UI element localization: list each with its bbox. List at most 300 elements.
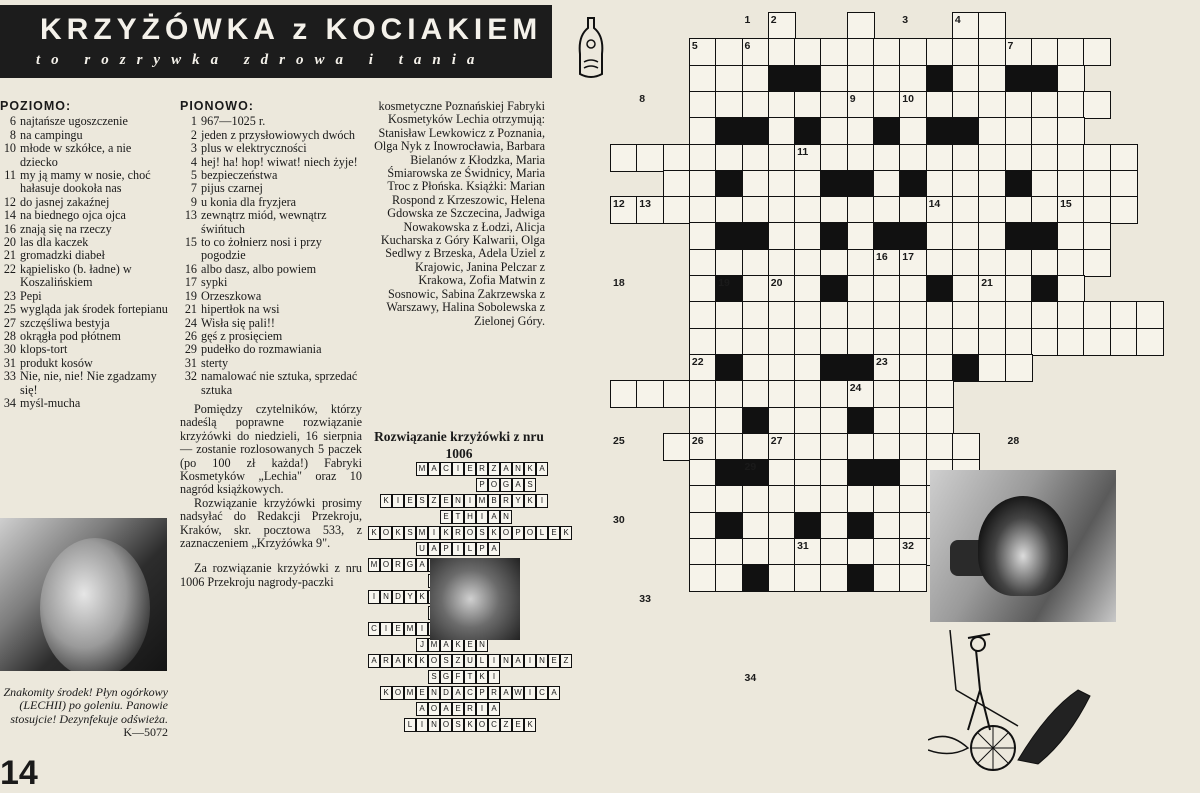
grid-cell[interactable] (899, 407, 927, 435)
solution-cell: N (512, 462, 524, 476)
grid-cell[interactable] (742, 512, 770, 540)
grid-cell[interactable] (899, 275, 927, 303)
solution-cell: O (488, 478, 500, 492)
grid-cell[interactable] (820, 91, 848, 119)
grid-clue-number: 28 (1007, 434, 1020, 447)
grid-cell[interactable] (952, 249, 980, 277)
grid-cell[interactable] (689, 564, 717, 592)
grid-clue-number: 30 (613, 513, 625, 526)
solution-cell: L (404, 718, 416, 732)
solution-cell: L (476, 654, 488, 668)
solution-cell: R (488, 686, 500, 700)
solution-cell: U (464, 654, 476, 668)
grid-cell[interactable] (820, 301, 848, 329)
grid-cell[interactable] (689, 196, 717, 224)
grid-cell[interactable] (1136, 301, 1164, 329)
grid-cell[interactable] (873, 407, 901, 435)
grid-cell[interactable] (978, 144, 1006, 172)
grid-cell[interactable] (926, 301, 954, 329)
grid-cell[interactable] (847, 38, 875, 66)
grid-cell[interactable] (1005, 328, 1033, 356)
grid-cell[interactable] (899, 117, 927, 145)
grid-cell[interactable] (742, 354, 770, 382)
grid-cell[interactable] (820, 459, 848, 487)
grid-cell[interactable] (715, 328, 743, 356)
grid-cell[interactable] (768, 459, 796, 487)
grid-cell[interactable] (1110, 328, 1138, 356)
solution-cell: E (404, 494, 416, 508)
solution-cell: K (524, 462, 536, 476)
grid-cell[interactable] (768, 538, 796, 566)
grid-cell[interactable] (794, 433, 822, 461)
grid-clue-number: 24 (849, 382, 862, 395)
grid-cell[interactable] (768, 117, 796, 145)
grid-cell[interactable] (820, 144, 848, 172)
grid-cell[interactable] (1083, 301, 1111, 329)
grid-cell[interactable] (1005, 301, 1033, 329)
grid-cell[interactable] (742, 275, 770, 303)
solution-cell: E (440, 494, 452, 508)
grid-cell[interactable] (794, 485, 822, 513)
grid-cell[interactable] (768, 38, 796, 66)
grid-cell[interactable] (715, 65, 743, 93)
grid-cell[interactable] (794, 91, 822, 119)
grid-cell[interactable] (952, 222, 980, 250)
clue-number: 24 (184, 315, 197, 330)
grid-clue-number: 4 (954, 14, 961, 26)
grid-cell[interactable] (899, 485, 927, 513)
grid-cell[interactable] (1005, 354, 1033, 382)
grid-cell[interactable] (1083, 170, 1111, 198)
grid-cell[interactable] (1005, 144, 1033, 172)
clue-text: wygląda jak środek fortepianu (20, 302, 168, 317)
grid-cell[interactable] (1083, 91, 1111, 119)
grid-cell[interactable] (926, 144, 954, 172)
grid-cell[interactable] (847, 433, 875, 461)
grid-cell[interactable] (768, 485, 796, 513)
grid-cell[interactable] (1110, 301, 1138, 329)
grid-cell[interactable] (715, 380, 743, 408)
grid-cell[interactable] (1110, 170, 1138, 198)
grid-cell[interactable] (820, 512, 848, 540)
clue-number: 12 (3, 194, 16, 209)
grid-cell[interactable] (899, 328, 927, 356)
grid-cell[interactable] (1057, 301, 1085, 329)
clue-text: Orzeszkowa (201, 288, 262, 303)
grid-cell[interactable] (742, 170, 770, 198)
grid-cell[interactable] (978, 328, 1006, 356)
grid-cell[interactable] (978, 222, 1006, 250)
grid-cell[interactable] (978, 38, 1006, 66)
solution-cell: R (392, 558, 404, 572)
grid-cell[interactable] (715, 249, 743, 277)
grid-cell[interactable] (820, 407, 848, 435)
clue-number: 16 (3, 221, 16, 236)
grid-cell[interactable] (1057, 170, 1085, 198)
grid-cell[interactable] (847, 65, 875, 93)
grid-cell[interactable] (899, 196, 927, 224)
grid-cell[interactable] (978, 117, 1006, 145)
grid-cell[interactable] (768, 91, 796, 119)
grid-cell[interactable] (768, 144, 796, 172)
solution-cell: G (440, 670, 452, 684)
grid-cell[interactable] (978, 196, 1006, 224)
grid-cell[interactable] (663, 380, 691, 408)
grid-cell[interactable] (820, 38, 848, 66)
grid-cell[interactable] (873, 538, 901, 566)
solution-cell: C (536, 686, 548, 700)
clue-text: my ją mamy w nosie, choć hałasuje dookoła nas (20, 168, 151, 196)
grid-cell[interactable] (873, 196, 901, 224)
grid-cell[interactable] (873, 328, 901, 356)
grid-cell[interactable] (689, 485, 717, 513)
grid-cell[interactable] (610, 144, 638, 172)
grid-cell[interactable] (689, 65, 717, 93)
grid-cell[interactable] (636, 144, 664, 172)
solution-cell: S (428, 670, 440, 684)
grid-cell[interactable] (1031, 196, 1059, 224)
grid-cell[interactable] (689, 407, 717, 435)
grid-cell[interactable] (847, 485, 875, 513)
grid-cell[interactable] (978, 301, 1006, 329)
grid-cell[interactable] (715, 485, 743, 513)
grid-cell[interactable] (873, 38, 901, 66)
solution-cell: P (476, 478, 488, 492)
grid-cell[interactable] (1031, 91, 1059, 119)
grid-cell[interactable] (1005, 196, 1033, 224)
grid-cell[interactable] (926, 38, 954, 66)
grid-block (926, 65, 954, 93)
grid-cell[interactable] (742, 538, 770, 566)
grid-cell[interactable] (847, 249, 875, 277)
grid-cell[interactable] (978, 354, 1006, 382)
grid-cell[interactable] (715, 144, 743, 172)
grid-block (926, 117, 954, 145)
grid-cell[interactable] (715, 196, 743, 224)
grid-cell[interactable] (794, 222, 822, 250)
grid-cell[interactable] (1110, 196, 1138, 224)
grid-cell[interactable] (952, 196, 980, 224)
grid-cell[interactable] (663, 170, 691, 198)
grid-cell[interactable] (1110, 144, 1138, 172)
grid-cell[interactable] (768, 564, 796, 592)
grid-cell[interactable] (820, 564, 848, 592)
grid-cell[interactable] (689, 91, 717, 119)
grid-cell[interactable] (1083, 38, 1111, 66)
grid-block (820, 170, 848, 198)
grid-cell[interactable] (1031, 144, 1059, 172)
grid-cell[interactable] (1031, 38, 1059, 66)
grid-cell[interactable] (847, 538, 875, 566)
solution-cell: I (536, 494, 548, 508)
grid-cell[interactable] (899, 65, 927, 93)
grid-cell[interactable] (820, 117, 848, 145)
solution-cell: I (452, 542, 464, 556)
solution-cell: O (464, 526, 476, 540)
grid-cell[interactable] (742, 91, 770, 119)
solution-cell: Z (500, 718, 512, 732)
grid-cell[interactable] (952, 170, 980, 198)
grid-cell[interactable] (978, 170, 1006, 198)
grid-cell[interactable] (715, 38, 743, 66)
grid-cell[interactable] (952, 38, 980, 66)
grid-cell[interactable] (926, 170, 954, 198)
grid-cell[interactable] (1031, 249, 1059, 277)
grid-cell[interactable] (978, 65, 1006, 93)
grid-cell[interactable] (899, 512, 927, 540)
grid-cell[interactable] (873, 512, 901, 540)
grid-cell[interactable] (820, 249, 848, 277)
grid-cell[interactable] (926, 407, 954, 435)
grid-cell[interactable] (663, 144, 691, 172)
clue-number: 27 (3, 315, 16, 330)
grid-cell[interactable] (663, 196, 691, 224)
grid-cell[interactable] (926, 380, 954, 408)
grid-cell[interactable] (689, 144, 717, 172)
grid-cell[interactable] (952, 91, 980, 119)
grid-cell[interactable] (873, 144, 901, 172)
grid-cell[interactable] (1031, 170, 1059, 198)
grid-cell[interactable] (794, 196, 822, 224)
grid-cell[interactable] (1005, 91, 1033, 119)
grid-cell[interactable] (873, 433, 901, 461)
grid-block (715, 354, 743, 382)
grid-cell[interactable] (1005, 117, 1033, 145)
grid-cell[interactable] (873, 564, 901, 592)
grid-cell[interactable] (794, 328, 822, 356)
grid-block (847, 512, 875, 540)
grid-cell[interactable] (794, 275, 822, 303)
grid-cell[interactable] (1005, 275, 1033, 303)
grid-cell[interactable] (689, 301, 717, 329)
grid-cell[interactable] (1083, 144, 1111, 172)
grid-cell[interactable] (715, 91, 743, 119)
grid-cell[interactable] (1031, 328, 1059, 356)
grid-cell[interactable] (689, 328, 717, 356)
grid-cell[interactable] (847, 222, 875, 250)
grid-cell[interactable] (715, 564, 743, 592)
grid-cell[interactable] (689, 512, 717, 540)
grid-cell[interactable] (768, 354, 796, 382)
grid-cell[interactable] (1031, 301, 1059, 329)
grid-cell[interactable] (689, 538, 717, 566)
clue-text: na biednego ojca ojca (20, 208, 126, 223)
grid-cell[interactable] (899, 459, 927, 487)
grid-cell[interactable] (1136, 328, 1164, 356)
grid-cell[interactable] (794, 38, 822, 66)
grid-cell[interactable] (820, 196, 848, 224)
grid-cell[interactable] (768, 380, 796, 408)
clue-number: 33 (3, 369, 16, 384)
solution-cell: C (368, 622, 380, 636)
grid-cell[interactable] (794, 407, 822, 435)
grid-cell[interactable] (847, 144, 875, 172)
grid-cell[interactable] (1031, 117, 1059, 145)
grid-cell[interactable] (715, 538, 743, 566)
grid-cell[interactable] (899, 144, 927, 172)
grid-cell[interactable] (847, 301, 875, 329)
grid-cell[interactable] (1057, 275, 1085, 303)
grid-cell[interactable] (768, 249, 796, 277)
grid-cell[interactable] (689, 117, 717, 145)
grid-cell[interactable] (873, 91, 901, 119)
grid-cell[interactable] (768, 328, 796, 356)
grid-cell[interactable] (689, 380, 717, 408)
solution-cell: R (476, 462, 488, 476)
grid-cell[interactable] (873, 485, 901, 513)
grid-cell[interactable] (768, 196, 796, 224)
grid-cell[interactable] (1057, 144, 1085, 172)
solution-cell: B (488, 494, 500, 508)
grid-cell[interactable] (847, 12, 875, 40)
clue-text: okrągła pod płótnem (20, 328, 121, 343)
grid-cell[interactable] (768, 407, 796, 435)
grid-cell[interactable] (742, 328, 770, 356)
grid-cell[interactable] (742, 249, 770, 277)
solution-cell: E (440, 510, 452, 524)
grid-cell[interactable] (820, 433, 848, 461)
grid-cell[interactable] (1057, 249, 1085, 277)
grid-block (742, 222, 770, 250)
grid-cell[interactable] (794, 380, 822, 408)
grid-cell[interactable] (899, 433, 927, 461)
grid-cell[interactable] (926, 328, 954, 356)
solution-cell: A (512, 654, 524, 668)
grid-cell[interactable] (689, 249, 717, 277)
grid-cell[interactable] (820, 328, 848, 356)
clue-number: 20 (3, 235, 16, 250)
grid-cell[interactable] (794, 301, 822, 329)
grid-cell[interactable] (952, 144, 980, 172)
grid-cell[interactable] (952, 65, 980, 93)
grid-cell[interactable] (794, 249, 822, 277)
grid-cell[interactable] (768, 222, 796, 250)
grid-cell[interactable] (794, 564, 822, 592)
grid-cell[interactable] (1005, 249, 1033, 277)
grid-cell[interactable] (899, 354, 927, 382)
grid-cell[interactable] (899, 564, 927, 592)
grid-cell[interactable] (820, 485, 848, 513)
grid-cell[interactable] (689, 170, 717, 198)
grid-cell[interactable] (952, 275, 980, 303)
grid-cell[interactable] (689, 222, 717, 250)
grid-clue-number: 33 (639, 592, 651, 605)
grid-cell[interactable] (636, 380, 664, 408)
grid-cell[interactable] (794, 170, 822, 198)
grid-cell[interactable] (873, 380, 901, 408)
page-title: KRZYŻÓWKA z KOCIAKIEM (40, 13, 543, 46)
grid-cell[interactable] (715, 301, 743, 329)
grid-cell[interactable] (715, 407, 743, 435)
solution-cell: J (416, 638, 428, 652)
grid-cell[interactable] (742, 433, 770, 461)
grid-cell[interactable] (1083, 222, 1111, 250)
grid-cell[interactable] (1083, 249, 1111, 277)
grid-cell[interactable] (768, 301, 796, 329)
grid-cell[interactable] (926, 222, 954, 250)
clue-text: gromadzki diabeł (20, 248, 105, 263)
grid-cell[interactable] (742, 485, 770, 513)
grid-cell[interactable] (794, 459, 822, 487)
grid-cell[interactable] (1057, 328, 1085, 356)
grid-cell[interactable] (952, 328, 980, 356)
grid-clue-number: 17 (902, 250, 914, 263)
grid-cell[interactable] (978, 12, 1006, 40)
grid-cell[interactable] (926, 433, 954, 461)
grid-cell[interactable] (926, 91, 954, 119)
grid-cell[interactable] (820, 538, 848, 566)
grid-cell[interactable] (952, 433, 980, 461)
grid-cell[interactable] (794, 354, 822, 382)
grid-block (1031, 275, 1059, 303)
grid-cell[interactable] (689, 275, 717, 303)
grid-cell[interactable] (926, 354, 954, 382)
grid-block (847, 407, 875, 435)
grid-cell[interactable] (742, 144, 770, 172)
grid-cell[interactable] (768, 170, 796, 198)
grid-cell[interactable] (1057, 117, 1085, 145)
solution-cell: O (380, 526, 392, 540)
grid-cell[interactable] (1083, 196, 1111, 224)
grid-cell[interactable] (1057, 91, 1085, 119)
clue-number: 15 (184, 235, 197, 250)
clue-number: 14 (3, 208, 16, 223)
solution-cell: K (476, 670, 488, 684)
grid-cell[interactable] (820, 380, 848, 408)
contest-paragraph-1: Pomiędzy czytelników, którzy nadeślą poprawne rozwiązanie krzyżówki do niedzieli, 16 sierpnia — zostanie rozlosowanych 5 paczek (po 100 zł każda!) Fabryki Kosmetyków „Lechia" oraz 10 nagród książkowych. (180, 401, 362, 497)
grid-cell[interactable] (847, 117, 875, 145)
grid-cell[interactable] (1057, 65, 1085, 93)
grid-cell[interactable] (742, 380, 770, 408)
grid-cell[interactable] (899, 380, 927, 408)
grid-cell[interactable] (689, 459, 717, 487)
grid-cell[interactable] (899, 38, 927, 66)
grid-cell[interactable] (768, 512, 796, 540)
grid-cell[interactable] (847, 196, 875, 224)
grid-cell[interactable] (873, 301, 901, 329)
grid-cell[interactable] (610, 380, 638, 408)
grid-cell[interactable] (663, 433, 691, 461)
solution-cell: S (476, 526, 488, 540)
grid-cell[interactable] (899, 301, 927, 329)
grid-cell[interactable] (847, 328, 875, 356)
solution-cell: I (428, 526, 440, 540)
clue-number: 21 (3, 248, 16, 263)
grid-cell[interactable] (1057, 38, 1085, 66)
grid-cell[interactable] (742, 196, 770, 224)
grid-cell[interactable] (978, 91, 1006, 119)
solution-cell: E (548, 654, 560, 668)
clue-text: 967—1025 r. (201, 114, 266, 129)
grid-cell[interactable] (742, 301, 770, 329)
grid-cell[interactable] (820, 65, 848, 93)
grid-cell[interactable] (1083, 328, 1111, 356)
solution-cell: N (428, 686, 440, 700)
grid-cell[interactable] (926, 249, 954, 277)
grid-cell[interactable] (873, 275, 901, 303)
grid-block (873, 222, 901, 250)
grid-cell[interactable] (1057, 222, 1085, 250)
grid-cell[interactable] (873, 65, 901, 93)
solution-cell: A (416, 702, 428, 716)
grid-cell[interactable] (978, 249, 1006, 277)
grid-cell[interactable] (715, 433, 743, 461)
grid-cell[interactable] (952, 301, 980, 329)
grid-cell[interactable] (847, 275, 875, 303)
solution-cell: L (464, 542, 476, 556)
grid-cell[interactable] (873, 170, 901, 198)
grid-cell[interactable] (742, 65, 770, 93)
